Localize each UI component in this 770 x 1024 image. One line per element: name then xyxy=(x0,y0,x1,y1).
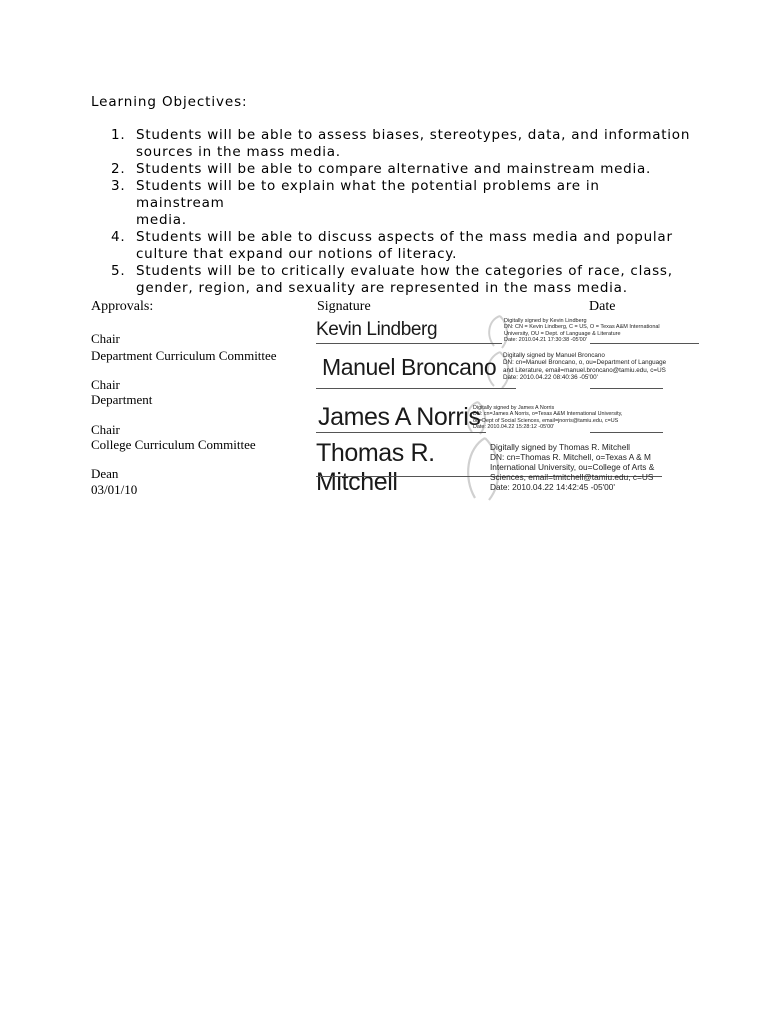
digital-signature-line: Date: 2010.04.21 17:30:38 -05'00' xyxy=(504,337,587,344)
signature-line xyxy=(316,432,486,433)
signature-column-label: Signature xyxy=(317,299,371,314)
approver-unit: Department Curriculum Committee xyxy=(91,348,277,363)
objective-line: Students will be to critically evaluate how the categories of race, class, xyxy=(136,263,673,279)
digital-signature-line: DN: cn=James A Norris, o=Texas A&M International University, xyxy=(473,411,623,418)
objective-line: Students will be to explain what the potential problems are in mainstream xyxy=(136,178,600,211)
objective-item xyxy=(91,178,691,229)
digital-signature-line: Digitally signed by Kevin Lindberg xyxy=(504,318,587,324)
approver-role: Chair xyxy=(91,422,120,437)
digital-signature-info xyxy=(503,352,666,382)
approver-role: Chair xyxy=(91,331,120,346)
digital-signature-line: Date: 2010.04.22 14:42:45 -05'00' xyxy=(490,482,615,493)
digital-signature-line: University, OU = Dept. of Language & Literature xyxy=(504,330,621,337)
objective-line: Students will be able to assess biases, stereotypes, data, and information xyxy=(136,127,691,143)
digital-signature-info xyxy=(504,318,660,344)
objective-line: media. xyxy=(136,212,187,228)
objective-line: sources in the mass media. xyxy=(136,144,341,160)
objective-item xyxy=(91,161,691,178)
digital-signature-line: Digitally signed by Thomas R. Mitchell xyxy=(490,442,631,452)
objective-line: Students will be able to discuss aspects of the mass media and popular xyxy=(136,229,673,245)
learning-objectives-list xyxy=(91,127,691,297)
approver-date: 03/01/10 xyxy=(91,482,138,497)
signer-name-line: Mitchell xyxy=(316,468,398,496)
approver-role: Chair xyxy=(91,377,120,392)
digital-signature-line: Date: 2010.04.22 15:28:12 -05'00' xyxy=(473,424,555,431)
objective-number: 4. xyxy=(111,229,126,245)
digital-signature-line: Date: 2010.04.22 08:40:36 -05'00' xyxy=(503,374,598,382)
digital-signature-line: DN: cn=Thomas R. Mitchell, o=Texas A & M xyxy=(490,452,651,463)
signer-name-line: Thomas R. xyxy=(316,439,435,467)
signer-name: James A Norris xyxy=(318,403,481,431)
approvals-label: Approvals: xyxy=(91,299,154,314)
objective-item xyxy=(91,263,691,297)
digital-signature-line: DN: cn=Manuel Broncano, o, ou=Department of Language xyxy=(503,359,667,367)
objective-item xyxy=(91,229,691,263)
approver-role: Dean xyxy=(91,466,119,481)
objective-line: Students will be able to compare alternative and mainstream media. xyxy=(136,161,652,177)
digital-signature-line: Digitally signed by Manuel Broncano xyxy=(503,352,605,359)
learning-objectives-heading: Learning Objectives: xyxy=(91,94,248,110)
digital-signature-line: DN: CN = Kevin Lindberg, C = US, O = Texas A&M International xyxy=(504,324,660,331)
signer-name: Manuel Broncano xyxy=(322,354,497,380)
approver-unit: College Curriculum Committee xyxy=(91,437,256,452)
signature-line xyxy=(316,388,516,389)
approver-unit: Department xyxy=(91,392,153,407)
objective-number: 1. xyxy=(111,127,126,143)
signer-name: Kevin Lindberg xyxy=(316,319,438,340)
objective-number: 5. xyxy=(111,263,126,279)
digital-signature-line: ou=Dept of Social Sciences, email=jnorris@tamiu.edu, c=US xyxy=(473,417,619,424)
digital-signature-line: International University, ou=College of Arts & xyxy=(490,462,655,473)
digital-signature-info xyxy=(473,405,622,431)
signature-line xyxy=(316,343,502,344)
objective-number: 2. xyxy=(111,161,126,177)
digital-signature-line: and Literature, email=manuel.broncano@tamiu.edu, c=US xyxy=(503,366,666,374)
digital-signature-info xyxy=(490,442,654,493)
date-line xyxy=(590,388,663,389)
date-line xyxy=(590,432,663,433)
objective-line: culture that expand our notions of literacy. xyxy=(136,246,458,262)
objective-line: gender, region, and sexuality are represented in the mass media. xyxy=(136,280,628,296)
objective-number: 3. xyxy=(111,178,126,194)
digital-signature-line: Sciences, email=tmitchell@tamiu.edu, c=US xyxy=(490,472,654,483)
digital-signature-line: Digitally signed by James A Norris xyxy=(473,405,555,411)
objective-item xyxy=(91,127,691,161)
date-column-label: Date xyxy=(589,299,616,314)
signer-name xyxy=(316,439,435,497)
